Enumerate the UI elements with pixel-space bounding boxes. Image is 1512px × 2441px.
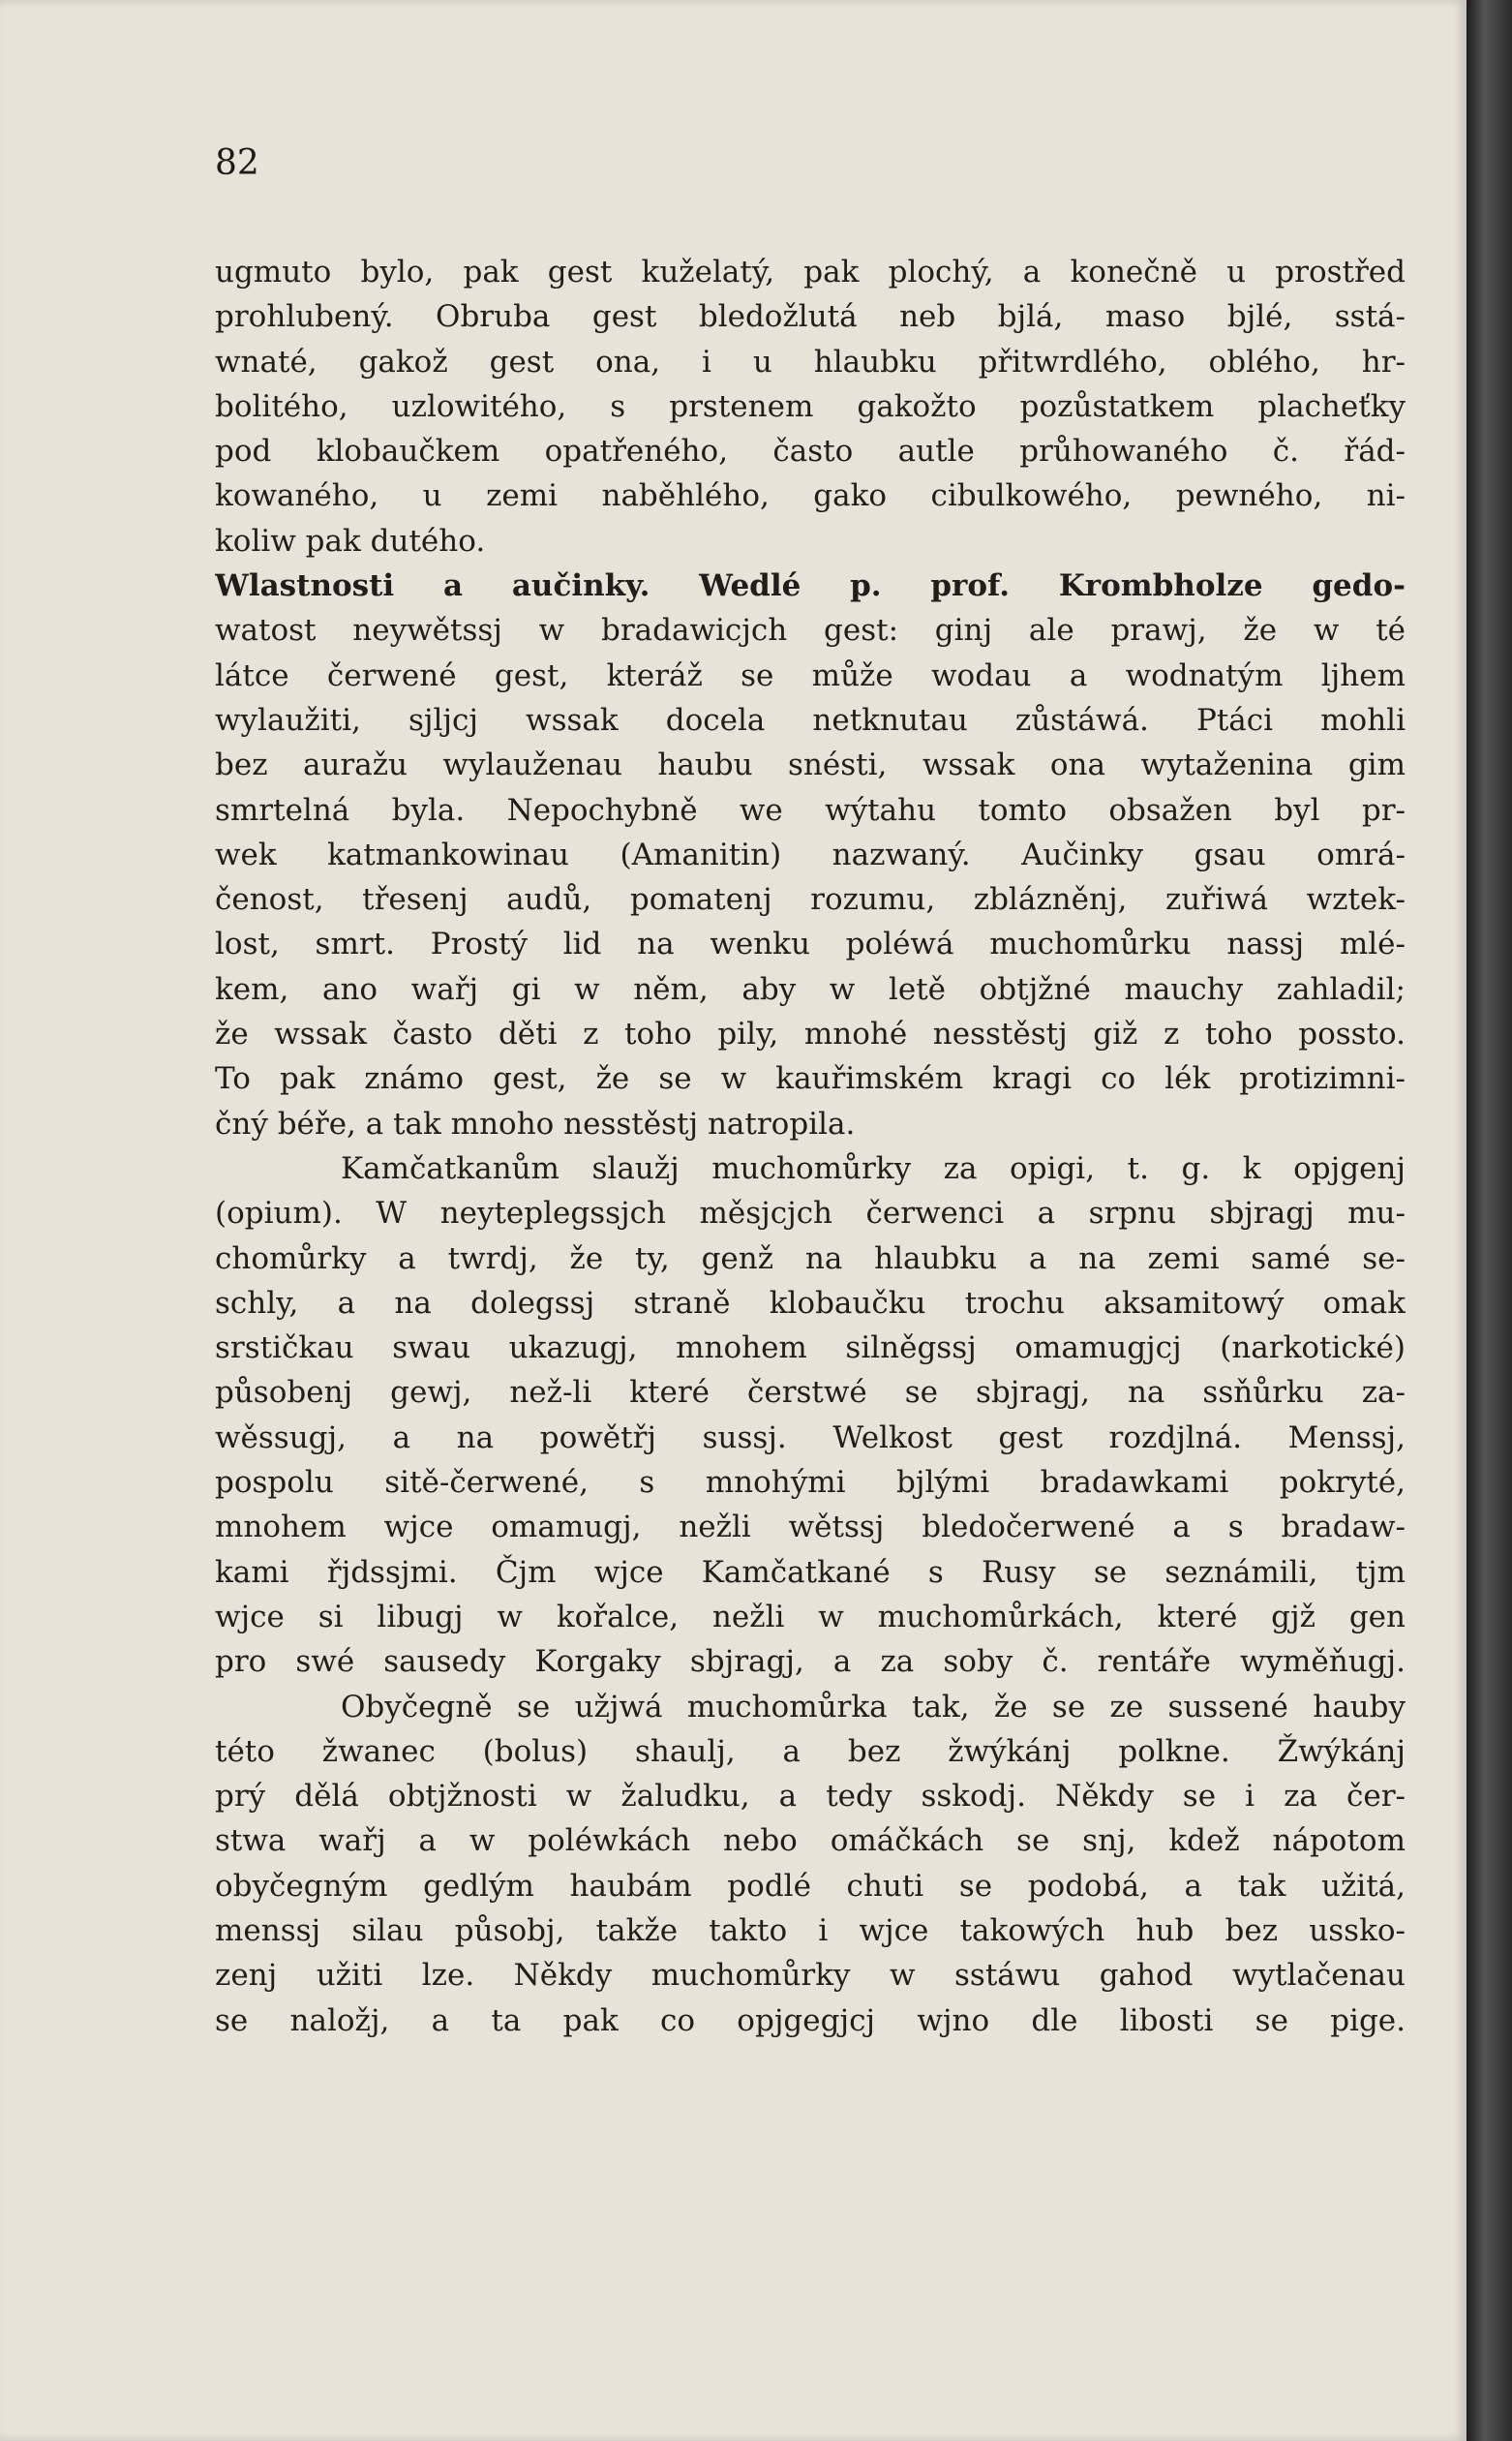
text-line: čný béře, a tak mnoho nesstěstj natropila. <box>215 1106 856 1142</box>
text-line: watost neywětssj w bradawicjch gest: ginj ale prawj, že w té <box>215 613 1406 649</box>
text-line: ugmuto bylo, pak gest kuželatý, pak plochý, a konečně u prostřed <box>215 255 1406 290</box>
text-line: prohlubený. Obruba gest bledožlutá neb bjlá, maso bjlé, sstá- <box>215 299 1406 335</box>
text-line: působenj gewj, než-li které čerstwé se sbjragj, na ssňůrku za- <box>215 1375 1406 1411</box>
text-line: koliw pak dutého. <box>215 523 486 559</box>
text-line: srstičkau swau ukazugj, mnohem silněgssj omamugjcj (narkotické) <box>215 1330 1406 1366</box>
text-line: kami řjdssjmi. Čjm wjce Kamčatkané s Rusy se seznámili, tjm <box>215 1554 1406 1590</box>
text-line: lost, smrt. Prostý lid na wenku poléwá muchomůrku nassj mlé- <box>215 927 1406 962</box>
section-heading-line: Wlastnosti a aučinky. Wedlé p. prof. Krombholze gedo- <box>215 568 1406 604</box>
text-line: mnohem wjce omamugj, nežli wětssj bledočerwené a s bradaw- <box>215 1510 1406 1545</box>
text-line: wěssugj, a na powětřj sussj. Welkost gest rozdjlná. Menssj, <box>215 1419 1406 1455</box>
text-line: wylaužiti, sjljcj wssak docela netknutau zůstáwá. Ptáci mohli <box>215 702 1406 738</box>
text-line: zenj užiti lze. Někdy muchomůrky w sstáwu gahod wytlačenau <box>215 1958 1406 1994</box>
text-line: kem, ano wařj gi w něm, aby w letě obtjžné mauchy zahladil; <box>215 971 1406 1007</box>
text-line: pospolu sitě-čerwené, s mnohými bjlými bradawkami pokryté, <box>215 1465 1406 1501</box>
text-line: wnaté, gakož gest ona, i u hlaubku přitwrdlého, oblého, hr- <box>215 344 1406 380</box>
body-text <box>215 250 1406 2043</box>
text-line: obyčegným gedlým haubám podlé chuti se podobá, a tak užitá, <box>215 1868 1406 1904</box>
text-line: pro swé sausedy Korgaky sbjragj, a za soby č. rentáře wyměňugj. <box>215 1644 1406 1680</box>
text-line: bolitého, uzlowitého, s prstenem gakožto pozůstatkem placheťky <box>215 388 1406 424</box>
text-line: bez auražu wylauženau haubu snésti, wssak ona wytaženina gim <box>215 748 1406 783</box>
text-line: se naložj, a ta pak co opjgegjcj wjno dle libosti se pige. <box>215 2002 1406 2038</box>
text-line: že wssak často děti z toho pily, mnohé nesstěstj giž z toho possto. <box>215 1017 1406 1053</box>
page-number: 82 <box>215 143 259 183</box>
text-line: (opium). W neyteplegssjch měsjcjch čerwenci a srpnu sbjragj mu- <box>215 1196 1406 1232</box>
text-line: smrtelná byla. Nepochybně we wýtahu tomto obsažen byl pr- <box>215 792 1406 828</box>
text-line: Kamčatkanům slaužj muchomůrky za opigi, t. g. k opjgenj <box>341 1150 1406 1186</box>
text-line: To pak známo gest, že se w kauřimském kragi co lék protizimni- <box>215 1061 1406 1097</box>
text-line: chomůrky a twrdj, že ty, genž na hlaubku a na zemi samé se- <box>215 1240 1406 1276</box>
text-line: Obyčegně se užjwá muchomůrka tak, že se ze sussené hauby <box>341 1689 1406 1724</box>
book-spine-edge <box>1467 0 1512 2441</box>
text-line: wek katmankowinau (Amanitin) nazwaný. Aučinky gsau omrá- <box>215 837 1406 872</box>
text-line: látce čerwené gest, kteráž se může wodau a wodnatým ljhem <box>215 657 1406 693</box>
text-line: kowaného, u zemi naběhlého, gako cibulkowého, pewného, ni- <box>215 478 1406 514</box>
text-line: schly, a na dolegssj straně klobaučku trochu aksamitowý omak <box>215 1285 1406 1321</box>
text-line: wjce si libugj w kořalce, nežli w muchomůrkách, které gjž gen <box>215 1599 1406 1634</box>
text-line: této žwanec (bolus) shaulj, a bez žwýkánj polkne. Žwýkánj <box>215 1733 1406 1769</box>
text-line: menssj silau působj, takže takto i wjce takowých hub bez ussko- <box>215 1912 1406 1948</box>
text-line: prý dělá obtjžnosti w žaludku, a tedy sskodj. Někdy se i za čer- <box>215 1779 1406 1815</box>
text-line: stwa wařj a w poléwkách nebo omáčkách se snj, kdež nápotom <box>215 1823 1406 1859</box>
text-line: čenost, třesenj audů, pomatenj rozumu, zblázněnj, zuřiwá wztek- <box>215 882 1406 918</box>
text-line: pod klobaučkem opatřeného, často autle průhowaného č. řád- <box>215 434 1406 470</box>
